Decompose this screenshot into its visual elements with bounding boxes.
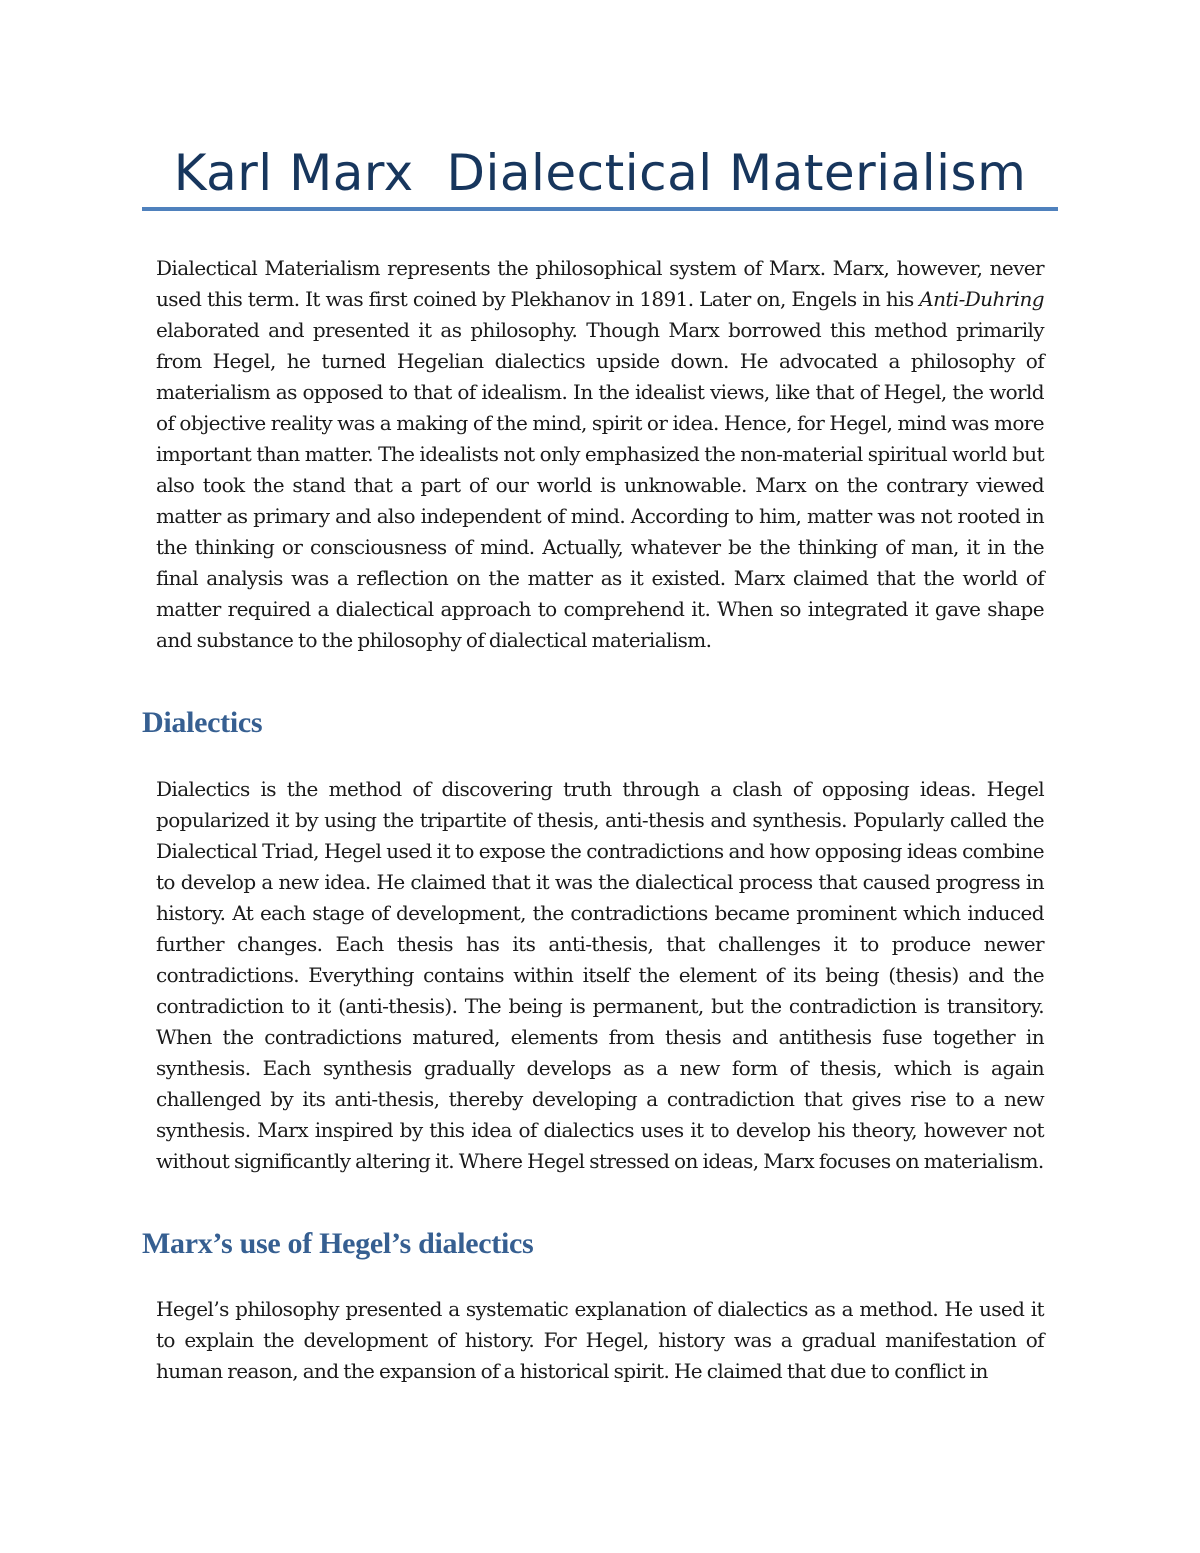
- intro-text-part-2: elaborated and presented it as philosophy. Though Marx borrowed this method primarily from Hegel, he turned Hegelian dialectics upside down. He advocated a philosophy of materialism as opposed to that of idealism. In the idealist views, like that of Hegel, the world of objective reality was a making of the mind, spirit or idea. Hence, for Hegel, mind was more important than matter. The idealists not only emphasized the non-material spiritual world but also took the stand that a part of our world is unknowable. Marx on the contrary viewed matter as primary and also independent of mind. According to him, matter was not rooted in the thinking or consciousness of mind. Actually, whatever be the thinking of man, it in the final analysis was a reflection on the matter as it existed. Marx claimed that the world of matter required a dialectical approach to comprehend it. When so integrated it gave shape and substance to the philosophy of dialectical materialism.: [156, 318, 1044, 652]
- section-body-dialectics: Dialectics is the method of discovering truth through a clash of opposing ideas. Hegel popularized it by using the tripartite of thesis, anti-thesis and synthesis. Popularly called the Dialectical Triad, Hegel used it to expose the contradictions and how opposing ideas combine to develop a new idea. He claimed that it was the dialectical process that caused progress in history. At each stage of development, the contradictions became prominent which induced further changes. Each thesis has its anti-thesis, that challenges it to produce newer contradictions. Everything contains within itself the element of its being (thesis) and the contradiction to it (anti-thesis). The being is permanent, but the contradiction is transitory. When the contradictions matured, elements from thesis and antithesis fuse together in synthesis. Each synthesis gradually develops as a new form of thesis, which is again challenged by its anti-thesis, thereby developing a contradiction that gives rise to a new synthesis. Marx inspired by this idea of dialectics uses it to develop his theory, however not without significantly altering it. Where Hegel stressed on ideas, Marx focuses on materialism.: [156, 777, 1044, 1173]
- section-heading-marx-use: Marx’s use of Hegel’s dialectics: [142, 1227, 534, 1260]
- document-title: Karl Marx Dialectical Materialism: [173, 144, 1027, 202]
- section-heading-dialectics: Dialectics: [142, 706, 263, 739]
- intro-paragraph: [156, 253, 1044, 656]
- intro-italic-book-title: Anti-Duhring: [919, 287, 1044, 311]
- section-body-marx-use: Hegel’s philosophy presented a systematic explanation of dialectics as a method. He used it to explain the development of history. For Hegel, history was a gradual manifestation of human reason, and the expansion of a historical spirit. He claimed that due to conflict in: [156, 1297, 1044, 1383]
- intro-text-part-1: Dialectical Materialism represents the philosophical system of Marx. Marx, however, never used this term. It was first coined by Plekhanov in 1891. Later on, Engels in his: [156, 256, 1044, 311]
- title-underline-rule: [142, 207, 1058, 211]
